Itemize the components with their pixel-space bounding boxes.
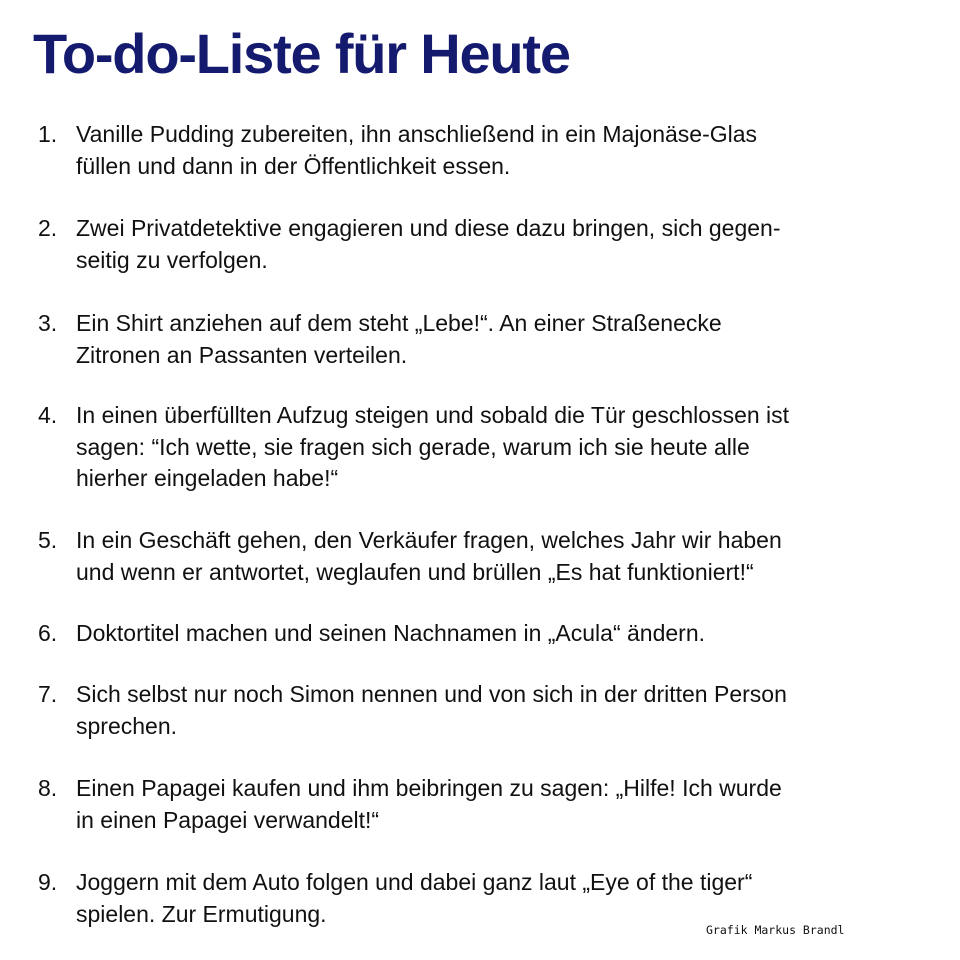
item-text: Zwei Privatdetektive engagieren und diese dazu bringen, sich gegen- seitig zu verfolgen. [76,215,781,273]
item-text: Einen Papagei kaufen und ihm beibringen zu sagen: „Hilfe! Ich wurde in einen Papagei verwandelt!“ [76,775,782,833]
list-item [38,119,928,182]
item-number: 4. [38,402,58,428]
item-number: 8. [38,775,58,801]
item-text: Doktortitel machen und seinen Nachnamen in „Acula“ ändern. [76,620,706,646]
item-text: Vanille Pudding zubereiten, ihn anschließend in ein Majonäse-Glas füllen und dann in der Öffentlichkeit essen. [76,121,758,179]
list-item [38,679,928,742]
page-title: To-do-Liste für Heute [33,22,570,85]
item-number: 6. [38,620,58,646]
item-text: Joggern mit dem Auto folgen und dabei ganz laut „Eye of the tiger“ spielen. Zur Ermutigung. [76,869,753,927]
item-number: 5. [38,527,58,553]
list-item [38,400,928,495]
item-text: Ein Shirt anziehen auf dem steht „Lebe!“. An einer Straßenecke Zitronen an Passanten verteilen. [76,310,722,368]
item-number: 7. [38,681,58,707]
item-number: 1. [38,121,58,147]
list-item [38,525,928,588]
list-item [38,618,928,650]
list-item [38,308,928,371]
list-item [38,773,928,836]
list-item [38,213,928,276]
item-number: 9. [38,869,58,895]
item-number: 3. [38,310,58,336]
item-text: In einen überfüllten Aufzug steigen und sobald die Tür geschlossen ist sagen: “Ich wette, sie fragen sich gerade, warum ich sie heute alle hierher eingeladen habe!“ [76,402,790,491]
list-item [38,867,928,930]
credit-line: Grafik Markus Brandl [706,923,845,937]
item-text: In ein Geschäft gehen, den Verkäufer fragen, welches Jahr wir haben und wenn er antwortet, weglaufen und brüllen „Es hat funktioniert!“ [76,527,782,585]
item-number: 2. [38,215,58,241]
item-text: Sich selbst nur noch Simon nennen und von sich in der dritten Person sprechen. [76,681,787,739]
